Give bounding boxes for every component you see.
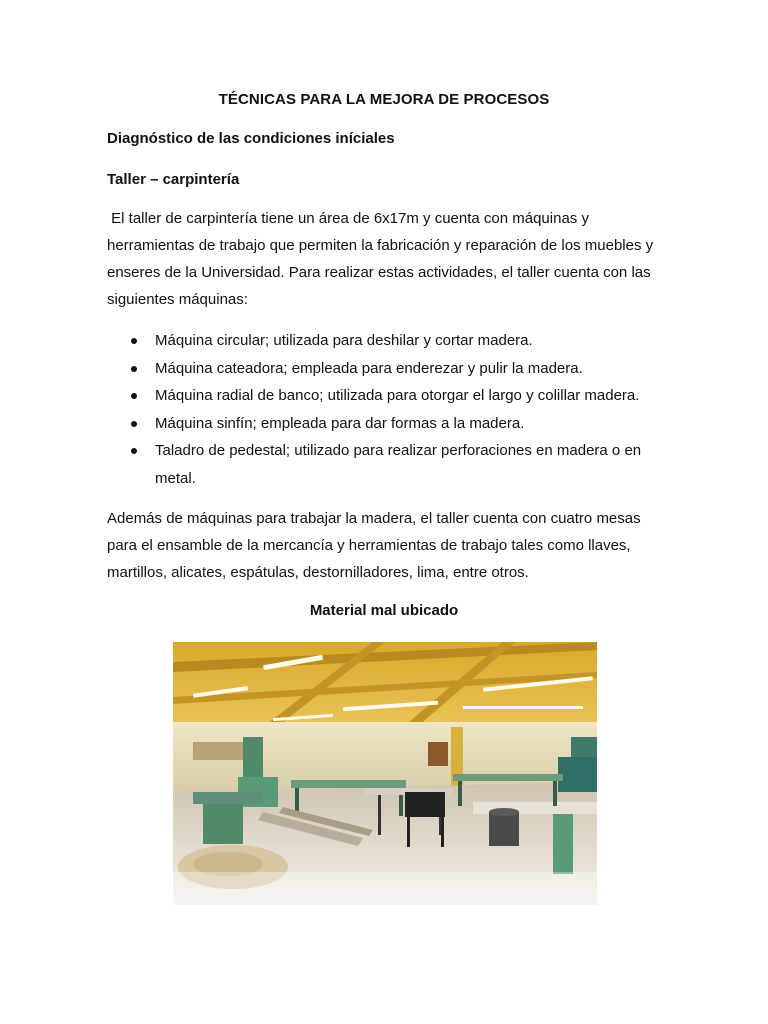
list-item — [107, 382, 667, 410]
intro-paragraph: El taller de carpintería tiene un área de 6x17m y cuenta con máquinas y herramientas de trabajo que permiten la fabricación y reparación de los muebles y enseres de la Universidad. Para realizar estas actividades, el taller cuenta con las siguientes máquinas: — [107, 210, 658, 308]
figure-caption: Material mal ubicado — [309, 602, 459, 619]
closing-paragraph: Además de máquinas para trabajar la madera, el taller cuenta con cuatro mesas para el ensamble de la mercancía y herramientas de trabajo tales como llaves, martillos, alicates, espátulas, destornilladores, lima, entre otros. — [107, 510, 641, 581]
workshop-photo — [173, 642, 597, 905]
bullet-icon — [131, 448, 137, 454]
subsection-heading: Taller – carpintería — [107, 171, 240, 188]
list-item-text: Máquina sinfín; empleada para dar formas a la madera. — [155, 414, 525, 432]
section-heading: Diagnóstico de las condiciones iníciales — [107, 130, 395, 147]
list-item-text: Máquina cateadora; empleada para enderezar y pulir la madera. — [155, 359, 583, 377]
list-item-text: Máquina circular; utilizada para deshilar y cortar madera. — [155, 332, 533, 349]
list-item — [107, 327, 667, 355]
bullet-icon — [131, 366, 137, 372]
bullet-icon — [131, 393, 137, 399]
list-item-text: Máquina radial de banco; utilizada para otorgar el largo y colillar madera. — [155, 387, 640, 404]
list-item-text: Taladro de pedestal; utilizado para realizar perforaciones en madera o en metal. — [155, 442, 642, 487]
machine-list — [107, 327, 667, 492]
bullet-icon — [131, 338, 137, 344]
list-item — [107, 355, 667, 383]
bullet-icon — [131, 421, 137, 427]
list-item — [107, 437, 667, 492]
document-title: TÉCNICAS PARA LA MEJORA DE PROCESOS — [218, 91, 550, 108]
list-item — [107, 410, 667, 438]
